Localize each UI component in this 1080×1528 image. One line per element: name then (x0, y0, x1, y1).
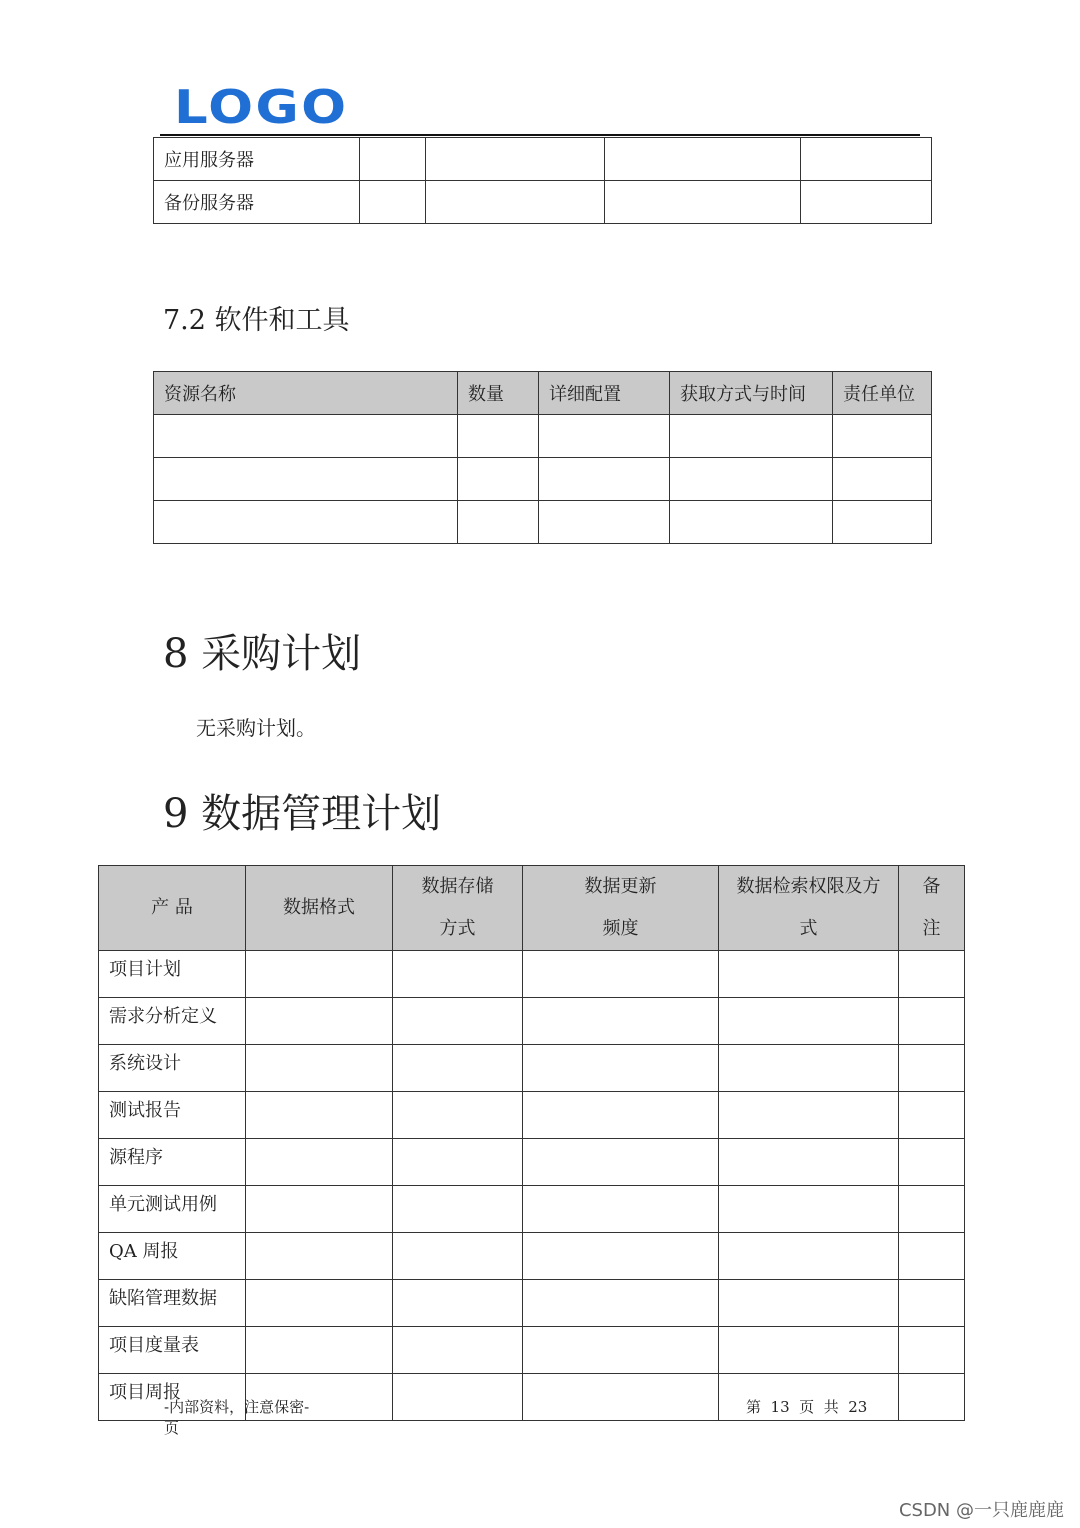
table-cell (246, 998, 393, 1045)
table-cell (523, 1186, 719, 1233)
table-cell (458, 458, 539, 501)
table-cell (523, 1092, 719, 1139)
data-management-table (98, 865, 965, 1421)
table-cell (246, 1280, 393, 1327)
table-cell (246, 1233, 393, 1280)
table-cell (719, 951, 899, 998)
product-name-cell: 需求分析定义 (99, 998, 246, 1045)
table-cell (154, 458, 458, 501)
table-cell (719, 1280, 899, 1327)
table-cell (899, 1045, 965, 1092)
column-header: 数据检索权限及方 式 (719, 866, 899, 951)
column-header: 获取方式与时间 (670, 372, 833, 415)
table-cell (539, 501, 670, 544)
column-header: 数据更新 频度 (523, 866, 719, 951)
table-row (154, 181, 932, 224)
table-header-row (99, 866, 965, 951)
server-name-cell: 应用服务器 (154, 138, 360, 181)
column-header: 资源名称 (154, 372, 458, 415)
product-name-cell: 系统设计 (99, 1045, 246, 1092)
table-cell (360, 138, 426, 181)
table-cell (360, 181, 426, 224)
column-header: 备 注 (899, 866, 965, 951)
table-cell (899, 1327, 965, 1374)
table-cell (393, 1327, 523, 1374)
product-name-cell: 单元测试用例 (99, 1186, 246, 1233)
table-cell (670, 501, 833, 544)
table-cell (719, 1186, 899, 1233)
table-header-row (154, 372, 932, 415)
software-table (153, 371, 932, 544)
table-row (99, 951, 965, 998)
table-cell (246, 1327, 393, 1374)
server-name-cell: 备份服务器 (154, 181, 360, 224)
table-cell (426, 181, 605, 224)
table-cell (523, 1374, 719, 1421)
table-cell (719, 1327, 899, 1374)
company-logo: LOGO (174, 80, 349, 134)
table-cell (899, 998, 965, 1045)
table-cell (523, 1327, 719, 1374)
table-cell (899, 951, 965, 998)
table-cell (899, 1139, 965, 1186)
table-cell (393, 1045, 523, 1092)
table-cell (899, 1280, 965, 1327)
table-cell (719, 1045, 899, 1092)
product-name-cell: 缺陷管理数据 (99, 1280, 246, 1327)
table-cell (246, 1139, 393, 1186)
section-9-heading: 9 数据管理计划 (163, 791, 442, 837)
table-cell (833, 458, 932, 501)
product-name-cell: 测试报告 (99, 1092, 246, 1139)
table-cell (246, 1045, 393, 1092)
table-row (154, 415, 932, 458)
table-cell (523, 1045, 719, 1092)
table-cell (393, 1233, 523, 1280)
section-7-2-heading: 7.2 软件和工具 (163, 305, 350, 336)
table-cell (393, 1092, 523, 1139)
section-8-heading: 8 采购计划 (163, 631, 362, 677)
table-cell (719, 1139, 899, 1186)
table-cell (801, 181, 932, 224)
table-cell (899, 1092, 965, 1139)
table-cell (393, 951, 523, 998)
table-cell (393, 1374, 523, 1421)
product-name-cell: 项目周报 (99, 1374, 246, 1421)
header-rule (160, 134, 920, 136)
table-cell (899, 1374, 965, 1421)
table-cell (719, 998, 899, 1045)
product-name-cell: 项目度量表 (99, 1327, 246, 1374)
table-cell (833, 415, 932, 458)
table-cell (458, 501, 539, 544)
table-row (99, 1280, 965, 1327)
table-cell (246, 951, 393, 998)
table-cell (393, 998, 523, 1045)
product-name-cell: 源程序 (99, 1139, 246, 1186)
table-cell (539, 458, 670, 501)
footer-confidential: -内部资料，注意保密- (164, 1398, 310, 1416)
table-cell (246, 1186, 393, 1233)
table-cell (393, 1186, 523, 1233)
product-name-cell: 项目计划 (99, 951, 246, 998)
table-cell (246, 1092, 393, 1139)
table-cell (539, 415, 670, 458)
table-cell (393, 1280, 523, 1327)
table-cell (154, 501, 458, 544)
column-header: 详细配置 (539, 372, 670, 415)
table-cell (833, 501, 932, 544)
table-cell (899, 1233, 965, 1280)
column-header: 责任单位 (833, 372, 932, 415)
footer-page-suffix: 页 (164, 1419, 180, 1437)
column-header: 数量 (458, 372, 539, 415)
table-cell (458, 415, 539, 458)
table-cell (670, 415, 833, 458)
table-cell (523, 1139, 719, 1186)
section-8-body: 无采购计划。 (196, 716, 316, 740)
table-cell (393, 1139, 523, 1186)
table-row (154, 138, 932, 181)
column-header: 数据存储 方式 (393, 866, 523, 951)
table-row (99, 1327, 965, 1374)
table-cell (523, 1280, 719, 1327)
table-row (99, 1139, 965, 1186)
table-cell (670, 458, 833, 501)
column-header: 产 品 (99, 866, 246, 951)
table-row (154, 458, 932, 501)
table-cell (523, 998, 719, 1045)
table-cell (719, 1092, 899, 1139)
table-cell (426, 138, 605, 181)
product-name-cell: QA 周报 (99, 1233, 246, 1280)
table-cell (154, 415, 458, 458)
column-header: 数据格式 (246, 866, 393, 951)
table-row (99, 1092, 965, 1139)
table-row (99, 1186, 965, 1233)
table-cell (523, 951, 719, 998)
table-row (154, 501, 932, 544)
table-row (99, 1045, 965, 1092)
table-cell (523, 1233, 719, 1280)
table-row (99, 1233, 965, 1280)
watermark: CSDN @一只鹿鹿鹿 (898, 1500, 1064, 1521)
table-cell (801, 138, 932, 181)
table-cell (719, 1233, 899, 1280)
table-cell (899, 1186, 965, 1233)
table-cell (605, 138, 801, 181)
table-cell (605, 181, 801, 224)
server-table (153, 137, 932, 224)
table-row (99, 998, 965, 1045)
footer-page-number: 第 13 页 共 23 (746, 1398, 868, 1416)
